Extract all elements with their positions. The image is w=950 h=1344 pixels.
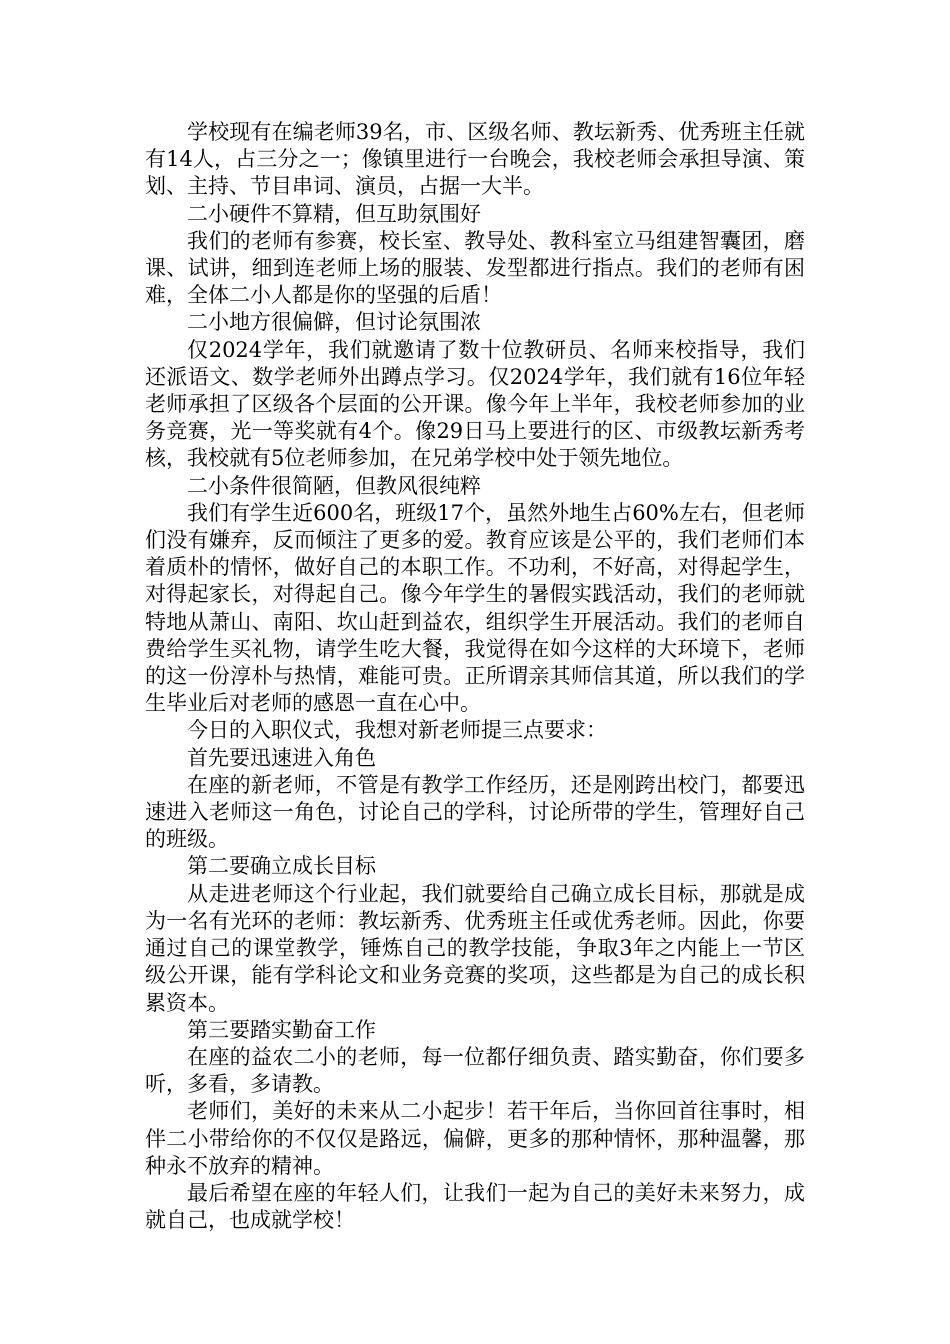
- paragraph-closing: 最后希望在座的年轻人们，让我们一起为自己的美好未来努力，成就自己，也成就学校！: [145, 1180, 805, 1233]
- document-page: [145, 119, 805, 1234]
- heading-conditions: 二小条件很简陋，但教风很纯粹: [187, 473, 481, 498]
- heading-requirement-2: 第二要确立成长目标: [187, 854, 376, 879]
- paragraph-requirement-3: 在座的益农二小的老师，每一位都仔细负责、踏实勤奋，你们要多听，多看，多请教。: [145, 1044, 805, 1097]
- paragraph-research: 仅2024学年，我们就邀请了数十位教研员、名师来校指导，我们还派语文、数学老师外出蹲点学习。仅2024学年，我们就有16位年轻老师承担了区级各个层面的公开课。像今年上半年，我校老师参加的业务竞赛，光一等奖就有4个。像29日马上要进行的区、市级教坛新秀考核，我校就有5位老师参加，在兄弟学校中处于领先地位。: [145, 337, 805, 471]
- paragraph-teachers: 学校现有在编老师39名，市、区级名师、教坛新秀、优秀班主任就有14人，占三分之一；像镇里进行一台晚会，我校老师会承担导演、策划、主持、节目串词、演员，占据一大半。: [145, 120, 805, 199]
- paragraph-requirement-2: 从走进老师这个行业起，我们就要给自己确立成长目标，那就是成为一名有光环的老师：教坛新秀、优秀班主任或优秀老师。因此，你要通过自己的课堂教学，锤炼自己的教学技能，争取3年之内能上一节区级公开课，能有学科论文和业务竞赛的奖项，这些都是为自己的成长积累资本。: [145, 881, 805, 1015]
- paragraph-requirement-1: 在座的新老师，不管是有教学工作经历，还是刚跨出校门，都要迅速进入老师这一角色，讨论自己的学科，讨论所带的学生，管理好自己的班级。: [145, 772, 805, 852]
- paragraph-future: 老师们，美好的未来从二小起步！若干年后，当你回首往事时，相伴二小带给你的不仅仅是路远，偏僻，更多的那种情怀，那种温馨，那种永不放弃的精神。: [145, 1099, 805, 1178]
- paragraph-requirements-intro: 今日的入职仪式，我想对新老师提三点要求：: [187, 718, 607, 743]
- heading-hardware: 二小硬件不算精，但互助氛围好: [187, 201, 481, 226]
- paragraph-students: 我们有学生近600名，班级17个，虽然外地生占60%左右，但老师们没有嫌弃，反而倾注了更多的爱。教育应该是公平的，我们老师们本着质朴的情怀，做好自己的本职工作。不功利，不好高，对得起学生，对得起家长，对得起自己。像今年学生的暑假实践活动，我们的老师就特地从萧山、南阳、坎山赶到益农，组织学生开展活动。我们的老师自费给学生买礼物，请学生吃大餐，我觉得在如今这样的大环境下，老师的这一份淳朴与热情，难能可贵。正所谓亲其师信其道，所以我们的学生毕业后对老师的感恩一直在心中。: [145, 500, 805, 716]
- paragraph-support: 我们的老师有参赛，校长室、教导处、教科室立马组建智囊团，磨课、试讲，细到连老师上场的服装、发型都进行指点。我们的老师有困难，全体二小人都是你的坚强的后盾！: [145, 228, 805, 308]
- heading-requirement-1: 首先要迅速进入角色: [187, 745, 376, 770]
- heading-requirement-3: 第三要踏实勤奋工作: [187, 1017, 376, 1042]
- heading-location: 二小地方很偏僻，但讨论氛围浓: [187, 310, 481, 335]
